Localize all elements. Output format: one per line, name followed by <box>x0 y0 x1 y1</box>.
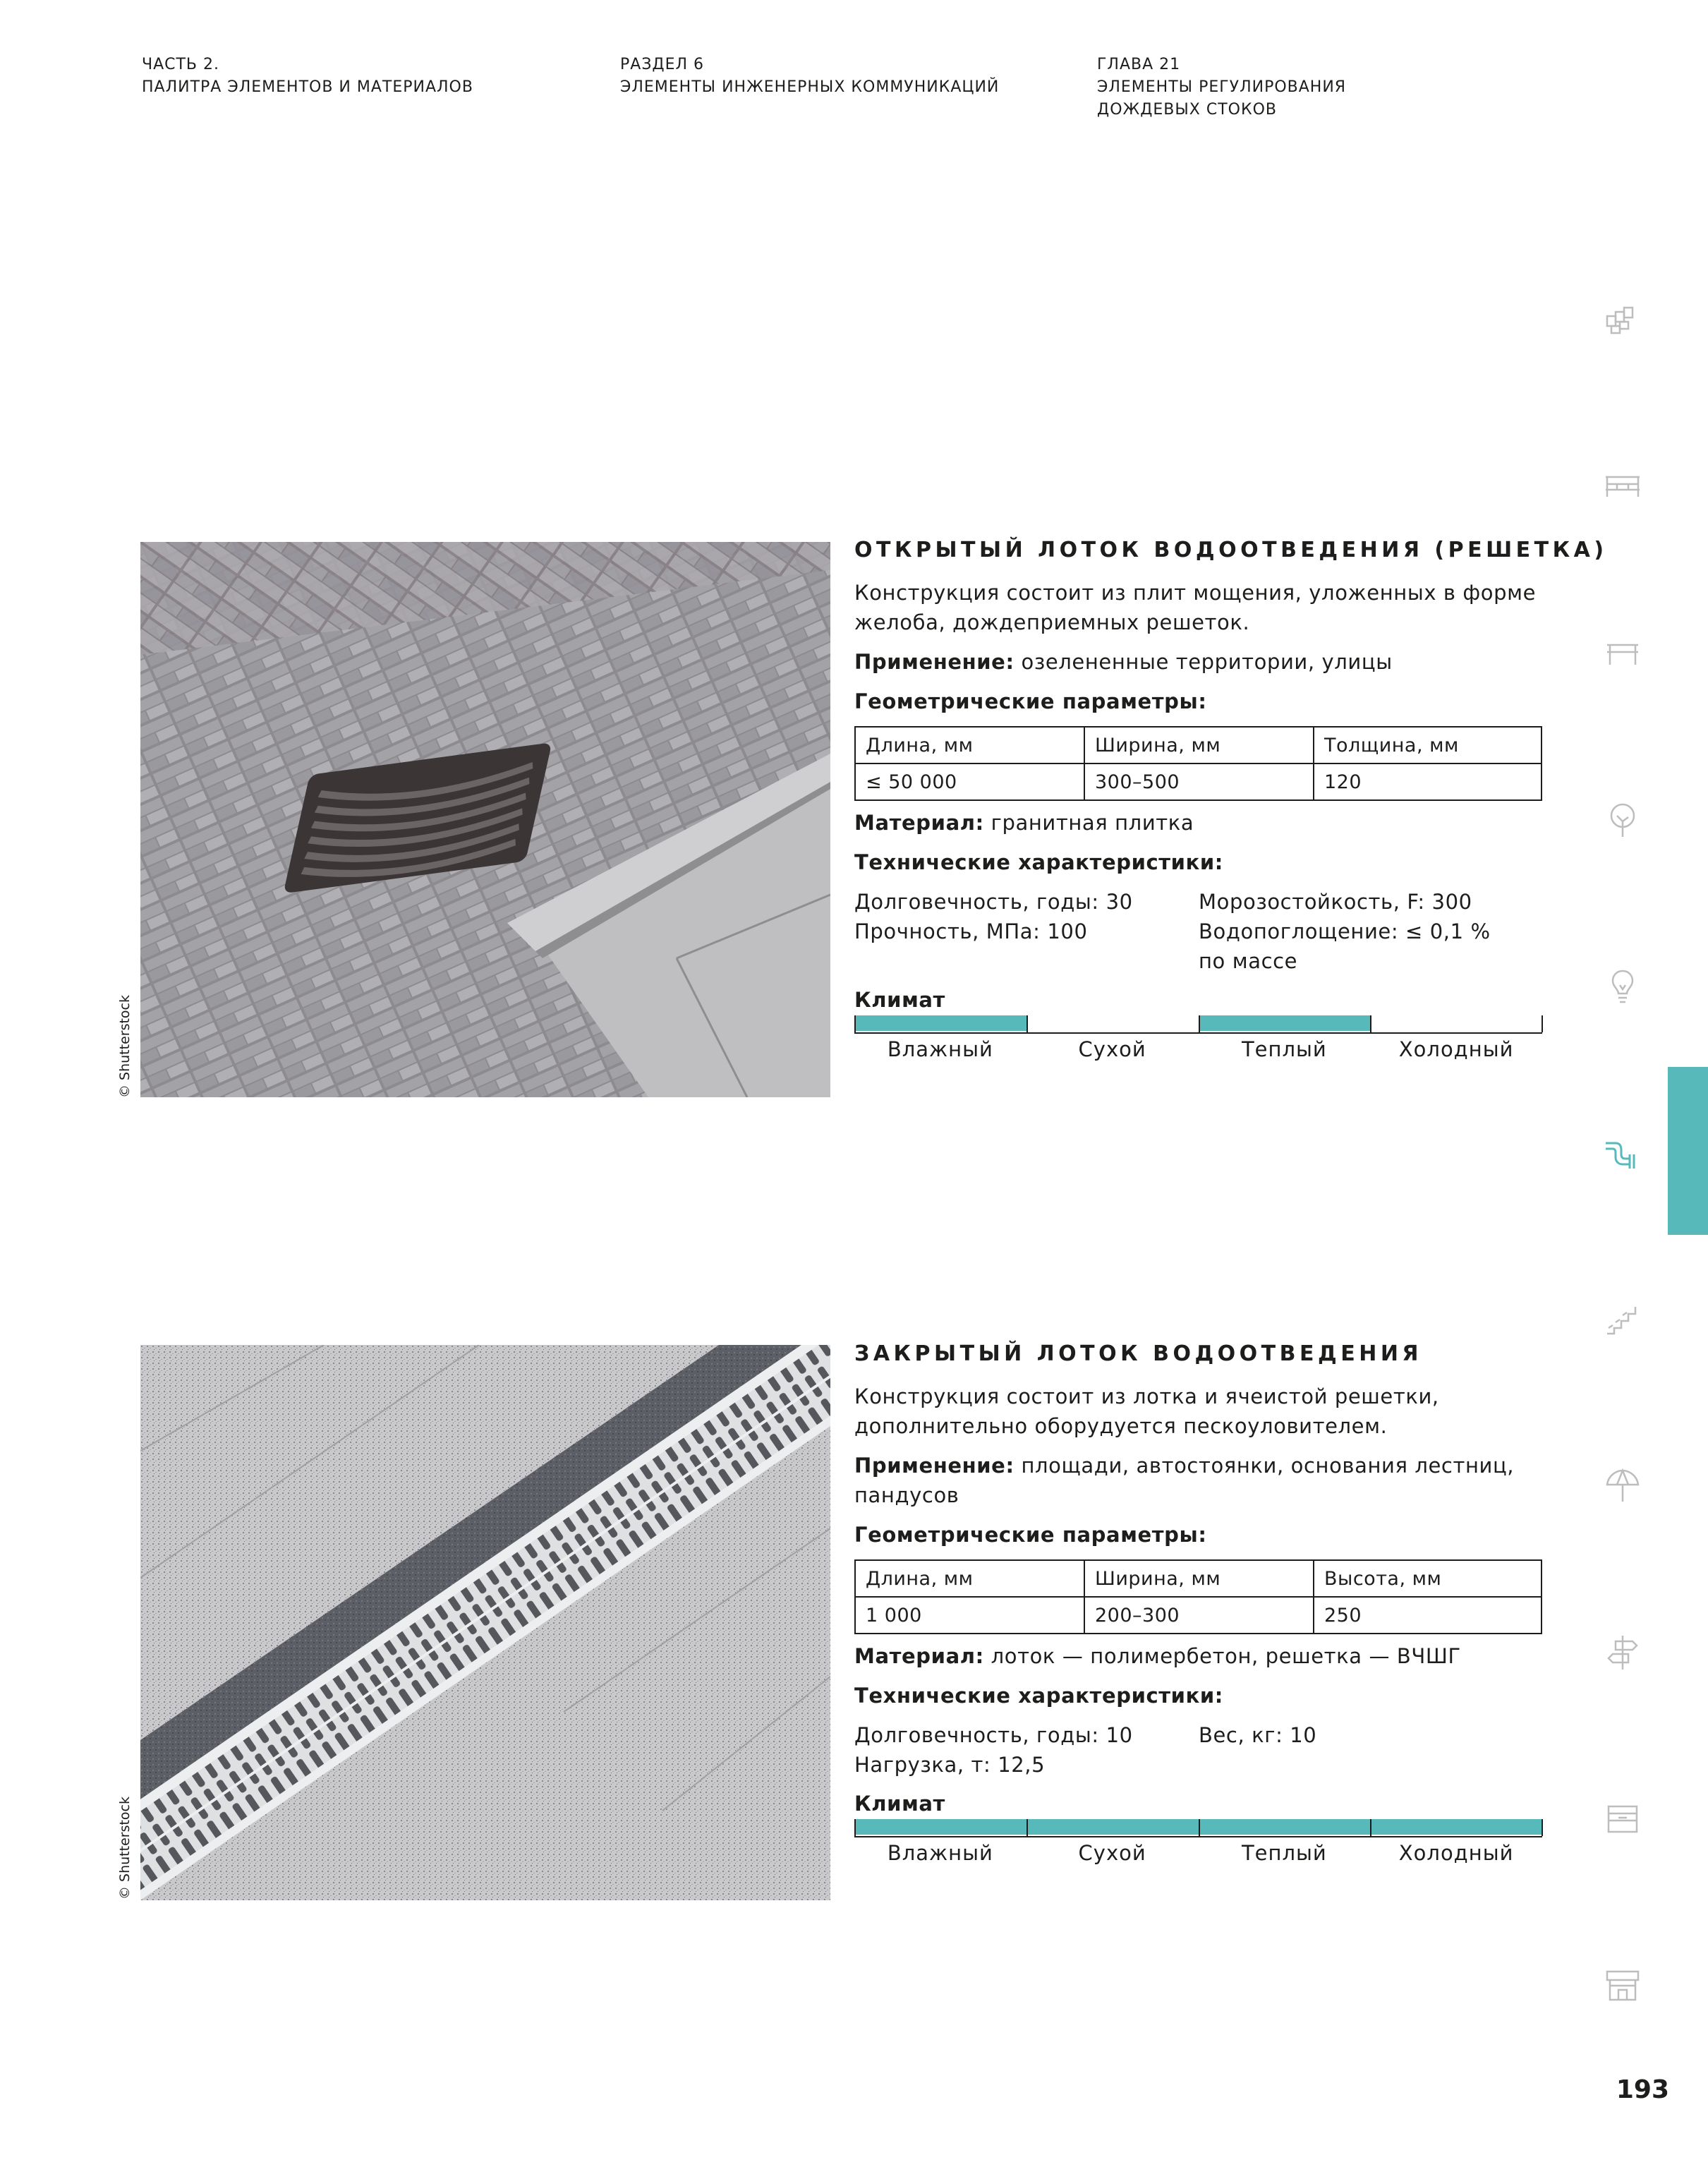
climate-segment <box>1026 1819 1199 1837</box>
tech-spec: Долговечность, годы: 30 <box>854 890 1133 914</box>
header-part-title: ПАЛИТРА ЭЛЕМЕНТОВ И МАТЕРИАЛОВ <box>142 78 473 96</box>
material-label: Материал: <box>854 1644 984 1668</box>
table-header-cell: Высота, мм <box>1314 1560 1542 1597</box>
climate-segment <box>1199 1015 1371 1034</box>
climate-segment <box>1370 1015 1542 1034</box>
tech-col-right <box>1199 887 1542 976</box>
tech-spec: Морозостойкость, F: 300 <box>1199 890 1472 914</box>
table-header-cell: Толщина, мм <box>1314 727 1542 763</box>
climate-label: Климат <box>854 1792 945 1816</box>
header-chapter-title-line1: ЭЛЕМЕНТЫ РЕГУЛИРОВАНИЯ <box>1097 78 1347 96</box>
table-row <box>855 763 1542 800</box>
item-open-drain <box>854 534 1608 1065</box>
tech-col-left <box>854 887 1199 976</box>
geometry-table <box>854 1559 1542 1634</box>
climate-label-warm: Теплый <box>1241 1841 1327 1865</box>
tech-col-left <box>854 1720 1199 1780</box>
tech-label: Технические характеристики: <box>854 850 1224 874</box>
climate-segment <box>1370 1819 1542 1837</box>
header-chapter-number: ГЛАВА 21 <box>1097 56 1181 73</box>
table-header-cell: Ширина, мм <box>1084 1560 1314 1597</box>
material-label: Материал: <box>854 811 984 835</box>
climate-segment <box>1026 1015 1199 1034</box>
paving-icon[interactable] <box>1603 301 1642 340</box>
table-header-cell: Длина, мм <box>855 727 1084 763</box>
tech-col-right <box>1199 1720 1542 1780</box>
table-header-cell: Длина, мм <box>855 1560 1084 1597</box>
table-cell: 250 <box>1314 1597 1542 1634</box>
header-section-number: РАЗДЕЛ 6 <box>620 56 705 73</box>
photo-credit-1: © Shutterstock <box>117 994 133 1098</box>
geometry-table <box>854 726 1542 801</box>
header-section <box>620 54 999 99</box>
climate-label-wet: Влажный <box>887 1841 993 1865</box>
geometry-label: Геометрические параметры: <box>854 1523 1207 1547</box>
material-value: лоток — полимербетон, решетка — ВЧШГ <box>983 1644 1461 1668</box>
table-cell: 1 000 <box>855 1597 1084 1634</box>
climate-bar <box>854 1015 1542 1034</box>
geometry-label: Геометрические параметры: <box>854 689 1207 713</box>
signpost-icon[interactable] <box>1603 1633 1642 1672</box>
header-part <box>142 54 473 99</box>
material-value: гранитная плитка <box>983 811 1194 835</box>
climate-segment <box>1199 1819 1371 1837</box>
climate-label-cold: Холодный <box>1398 1841 1514 1865</box>
application-value: озелененные территории, улицы <box>1014 650 1393 674</box>
climate-label: Климат <box>854 988 945 1012</box>
tech-spec: Долговечность, годы: 10 <box>854 1723 1133 1747</box>
table-cell: 120 <box>1314 763 1542 800</box>
climate-segment <box>854 1819 1026 1837</box>
header-chapter-title-line2: ДОЖДЕВЫХ СТОКОВ <box>1097 101 1278 119</box>
item-material <box>854 1641 1542 1671</box>
tech-specs <box>854 887 1542 976</box>
application-label: Применение: <box>854 1454 1014 1478</box>
stairs-icon[interactable] <box>1603 1300 1642 1339</box>
umbrella-icon[interactable] <box>1603 1466 1642 1506</box>
bench-icon[interactable] <box>1603 467 1642 507</box>
climate-label-dry: Сухой <box>1078 1841 1146 1865</box>
climate-label-dry: Сухой <box>1078 1037 1146 1061</box>
item-description: Конструкция состоит из лотка и ячеистой решетки, дополнительно оборудуется пескоуловителем. <box>854 1384 1439 1438</box>
table-row <box>855 1597 1542 1634</box>
tech-spec: Прочность, МПа: 100 <box>854 919 1088 943</box>
application-value: площади, автостоянки, основания лестниц, пандусов <box>854 1454 1515 1507</box>
item-application <box>854 647 1542 677</box>
tech-spec: Вес, кг: 10 <box>1199 1723 1317 1747</box>
climate-label-wet: Влажный <box>887 1037 993 1061</box>
item-closed-drain <box>854 1338 1542 1869</box>
application-label: Применение: <box>854 650 1014 674</box>
tech-spec: по массе <box>1199 949 1298 973</box>
table-icon[interactable] <box>1603 634 1642 673</box>
item-material <box>854 808 1542 838</box>
table-header-cell: Ширина, мм <box>1084 727 1314 763</box>
climate-labels <box>854 1837 1542 1869</box>
climate-label-warm: Теплый <box>1241 1037 1327 1061</box>
climate-bar <box>854 1819 1542 1837</box>
table-cell: 300–500 <box>1084 763 1314 800</box>
pipes-icon[interactable] <box>1603 1133 1642 1173</box>
tech-spec: Нагрузка, т: 12,5 <box>854 1753 1046 1777</box>
tech-label: Технические характеристики: <box>854 1684 1224 1708</box>
item-title: ОТКРЫТЫЙ ЛОТОК ВОДООТВЕДЕНИЯ (РЕШЕТКА) <box>854 538 1608 562</box>
lamp-icon[interactable] <box>1603 967 1642 1006</box>
page-number: 193 <box>1616 2075 1669 2104</box>
climate-labels <box>854 1034 1542 1065</box>
item-title: ЗАКРЫТЫЙ ЛОТОК ВОДООТВЕДЕНИЯ <box>854 1341 1423 1366</box>
header-section-title: ЭЛЕМЕНТЫ ИНЖЕНЕРНЫХ КОММУНИКАЦИЙ <box>620 78 1000 96</box>
table-row <box>855 727 1542 763</box>
tech-specs <box>854 1720 1542 1780</box>
photo-credit-2: © Shutterstock <box>117 1796 133 1900</box>
item-description: Конструкция состоит из плит мощения, уложенных в форме желоба, дождеприемных решеток. <box>854 581 1537 634</box>
table-cell: ≤ 50 000 <box>855 763 1084 800</box>
photo-closed-drain-channel <box>140 1345 830 1900</box>
header-part-number: ЧАСТЬ 2. <box>142 56 220 73</box>
climate-label-cold: Холодный <box>1398 1037 1514 1061</box>
climate-segment <box>854 1015 1026 1034</box>
chapter-tab-marker <box>1668 1067 1708 1235</box>
table-cell: 200–300 <box>1084 1597 1314 1634</box>
photo-open-drain-grate <box>140 542 830 1097</box>
table-row <box>855 1560 1542 1597</box>
tree-icon[interactable] <box>1603 800 1642 840</box>
header-chapter <box>1097 54 1346 121</box>
kiosk-icon[interactable] <box>1603 1799 1642 1839</box>
item-application <box>854 1451 1542 1510</box>
shop-icon[interactable] <box>1603 1966 1642 2005</box>
tech-spec: Водопоглощение: ≤ 0,1 % <box>1199 919 1491 943</box>
